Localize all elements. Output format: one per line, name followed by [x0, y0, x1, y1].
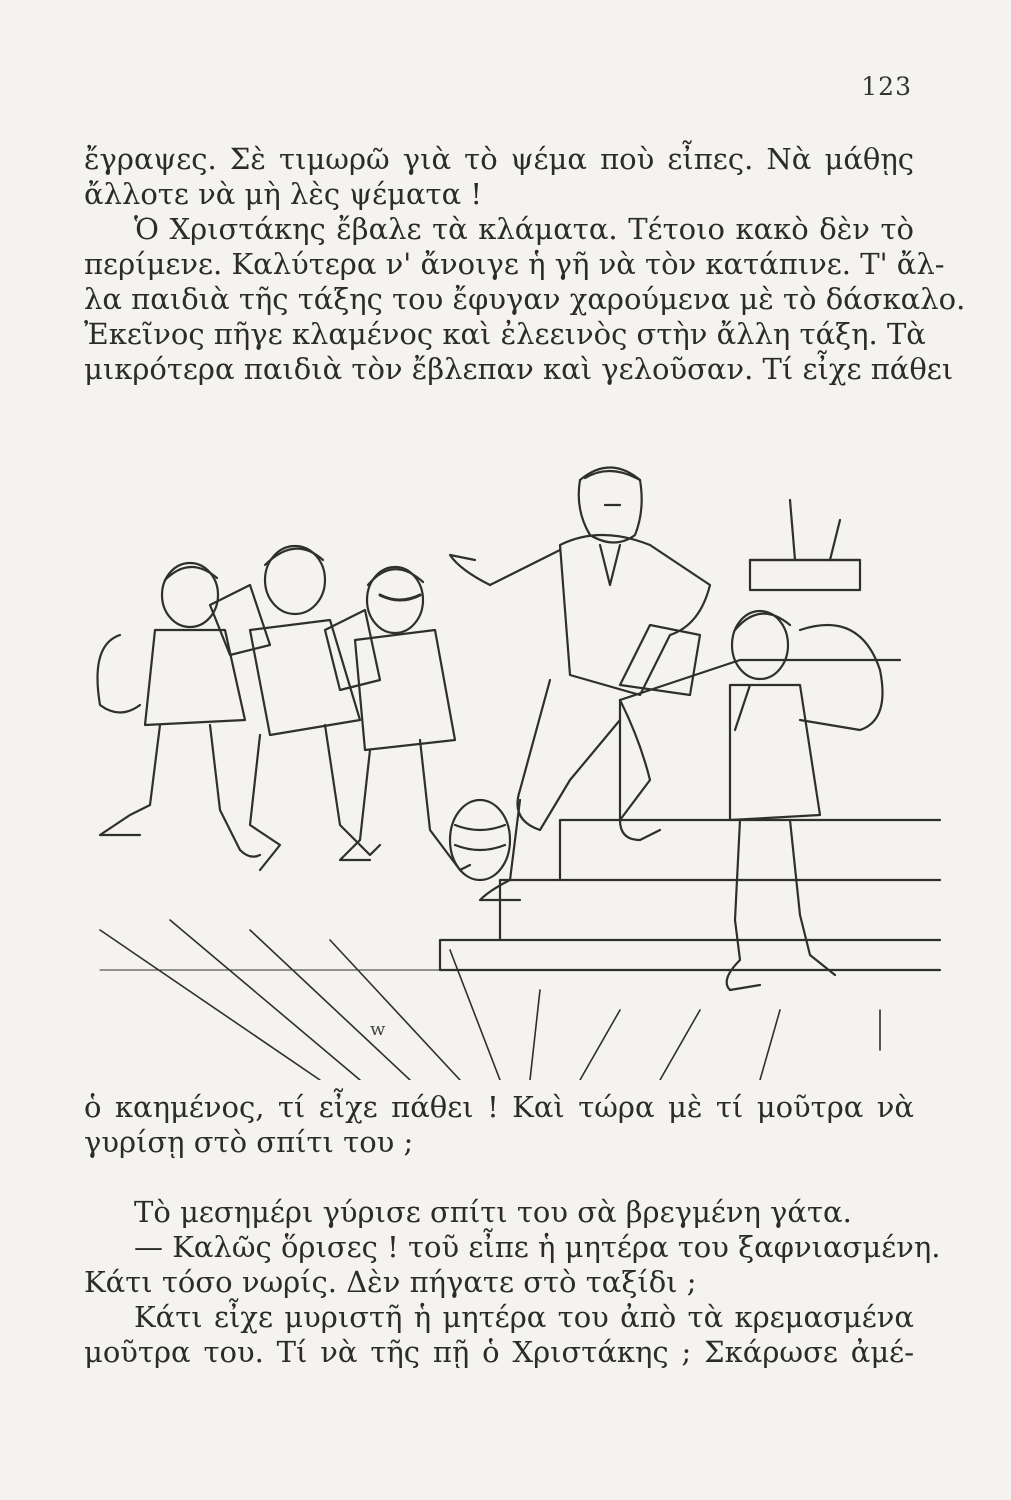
bottom-paragraph	[84, 1195, 941, 1370]
text-line: Ἐκεῖνος πῆγε κλαμένος καὶ ἐλεεινὸς στὴν ἄλλη τάξη. Τὰ	[84, 317, 926, 351]
svg-text:w: w	[370, 1019, 386, 1040]
text-line: μικρότερα παιδιὰ τὸν ἔβλεπαν καὶ γελοῦσαν. Τί εἶχε πάθει	[84, 352, 954, 386]
text-line: Κάτι τόσο νωρίς. Δὲν πήγατε στὸ ταξίδι ;	[84, 1265, 697, 1299]
page-number: 123	[861, 72, 912, 101]
top-paragraph	[84, 142, 966, 387]
classroom-illustration	[60, 450, 960, 1080]
text-line: ἄλλοτε νὰ μὴ λὲς ψέματα !	[84, 177, 483, 211]
floor-boards	[100, 920, 940, 1080]
text-line: ἔγραψες. Σὲ τιμωρῶ γιὰ τὸ ψέμα ποὺ εἶπες. Νὰ μάθῃς	[84, 142, 914, 176]
text-line: Ὁ Χριστάκης ἔβαλε τὰ κλάματα. Τέτοιο κακὸ δὲν τὸ	[134, 212, 914, 246]
text-line: περίμενε. Καλύτερα ν' ἄνοιγε ἡ γῆ νὰ τὸν κατάπινε. Τ' ἄλ-	[84, 247, 945, 281]
text-line: Τὸ μεσημέρι γύρισε σπίτι του σὰ βρεγμένη γάτα.	[134, 1195, 852, 1229]
text-line: — Καλῶς ὅρισες ! τοῦ εἶπε ἡ μητέρα του ξαφνιασμένη.	[134, 1230, 941, 1264]
boy-figure-4	[727, 611, 883, 990]
text-line: ὁ καημένος, τί εἶχε πάθει ! Καὶ τώρα μὲ τί μοῦτρα νὰ	[84, 1090, 914, 1124]
text-line: λα παιδιὰ τῆς τάξης του ἔφυγαν χαρούμενα μὲ τὸ δάσκαλο.	[84, 282, 966, 316]
text-line: γυρίσῃ στὸ σπίτι του ;	[84, 1125, 414, 1159]
text-line: μοῦτρα του. Τί νὰ τῆς πῇ ὁ Χριστάκης ; Σκάρωσε ἀμέ-	[84, 1335, 914, 1369]
boy-figure-1	[98, 563, 271, 857]
middle-paragraph	[84, 1090, 914, 1160]
text-line: Κάτι εἶχε μυριστῆ ἡ μητέρα του ἀπὸ τὰ κρεμασμένα	[134, 1300, 914, 1334]
